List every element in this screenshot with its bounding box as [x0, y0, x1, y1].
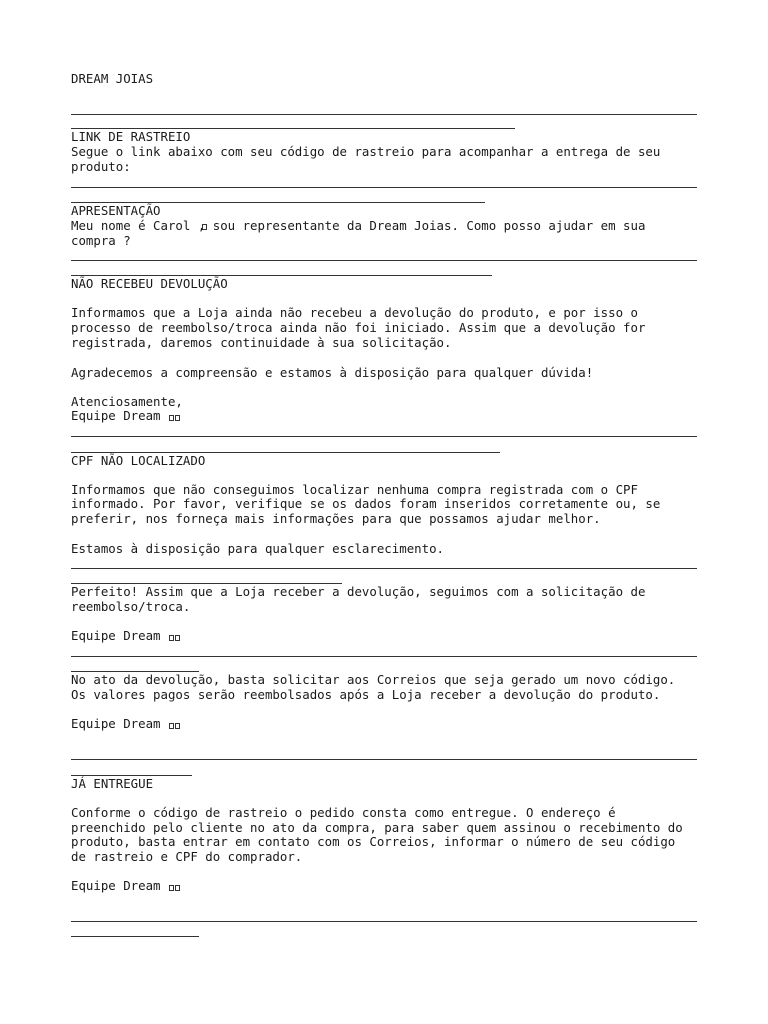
nao-recebeu-text-line: registrada, daremos continuidade à sua solicitação. [71, 335, 452, 350]
separator-line [71, 568, 697, 569]
signature [71, 717, 180, 732]
emoji-placeholder-icon [175, 885, 180, 891]
perfeito-text-line: reembolso/troca. [71, 599, 191, 614]
emoji-placeholder-icon [175, 723, 180, 729]
separator-line [71, 759, 697, 760]
section-heading-entregue: JÁ ENTREGUE [71, 776, 154, 791]
signature [71, 629, 180, 644]
apresentacao-text-line [71, 219, 645, 234]
section-heading-apresentacao: APRESENTAÇÃO [71, 203, 161, 218]
section-heading-cpf: CPF NÃO LOCALIZADO [71, 453, 206, 468]
entregue-text-line: produto, basta entrar em contato com os Correios, informar o número de seu código [71, 834, 676, 849]
separator-line [71, 436, 697, 437]
nao-recebeu-text-line: processo de reembolso/troca ainda não foi iniciado. Assim que a devolução for [71, 320, 646, 335]
emoji-placeholder-icon [169, 635, 174, 641]
nao-recebeu-thanks: Agradecemos a compreensão e estamos à disposição para qualquer dúvida! [71, 365, 594, 380]
perfeito-text-line: Perfeito! Assim que a Loja receber a devolução, seguimos com a solicitação de [71, 584, 646, 599]
entregue-text-line: preenchido pelo cliente no ato da compra, para saber quem assinou o recebimento do [71, 820, 683, 835]
signature-text: Equipe Dream [71, 628, 161, 643]
emoji-placeholder-icon [175, 415, 180, 421]
section-heading-nao-recebeu: NÃO RECEBEU DEVOLUÇÃO [71, 276, 228, 291]
apresentacao-text: Meu nome é Carol , sou representante da Dream Joias. Como posso ajudar em sua [71, 218, 646, 233]
apresentacao-text-line: compra ? [71, 233, 131, 248]
closing-text: Atenciosamente, [71, 394, 183, 409]
cpf-text-line: preferir, nos forneça mais informações para que possamos ajudar melhor. [71, 511, 601, 526]
cpf-text-line: Estamos à disposição para qualquer esclarecimento. [71, 541, 444, 556]
emoji-placeholder-icon [169, 415, 174, 421]
separator-line [71, 114, 697, 115]
separator-line [71, 921, 697, 922]
entregue-text-line: de rastreio e CPF do comprador. [71, 849, 303, 864]
nao-recebeu-text-line: Informamos que a Loja ainda não recebeu a devolução do produto, e por isso o [71, 305, 638, 320]
signature-text: Equipe Dream [71, 878, 161, 893]
emoji-placeholder-icon [169, 723, 174, 729]
emoji-placeholder-icon [169, 885, 174, 891]
document-title: DREAM JOIAS [71, 71, 154, 86]
ato-text-line: Os valores pagos serão reembolsados após a Loja receber a devolução do produto. [71, 687, 661, 702]
separator-line [71, 656, 697, 657]
separator-line [71, 187, 697, 188]
rastreio-text-line: produto: [71, 159, 131, 174]
separator-line [71, 260, 697, 261]
cpf-text-line: informado. Por favor, verifique se os dados foram inseridos corretamente ou, se [71, 496, 661, 511]
signature-text: Equipe Dream [71, 716, 161, 731]
signature [71, 409, 180, 424]
separator-line-short [71, 936, 199, 937]
emoji-placeholder-icon [202, 224, 207, 230]
section-heading-rastreio: LINK DE RASTREIO [71, 129, 191, 144]
rastreio-text-line: Segue o link abaixo com seu código de rastreio para acompanhar a entrega de seu [71, 144, 661, 159]
signature-text: Equipe Dream [71, 408, 161, 423]
ato-text-line: No ato da devolução, basta solicitar aos Correios que seja gerado um novo código. [71, 672, 676, 687]
signature [71, 879, 180, 894]
entregue-text-line: Conforme o código de rastreio o pedido consta como entregue. O endereço é [71, 805, 616, 820]
cpf-text-line: Informamos que não conseguimos localizar nenhuma compra registrada com o CPF [71, 482, 638, 497]
emoji-placeholder-icon [175, 635, 180, 641]
